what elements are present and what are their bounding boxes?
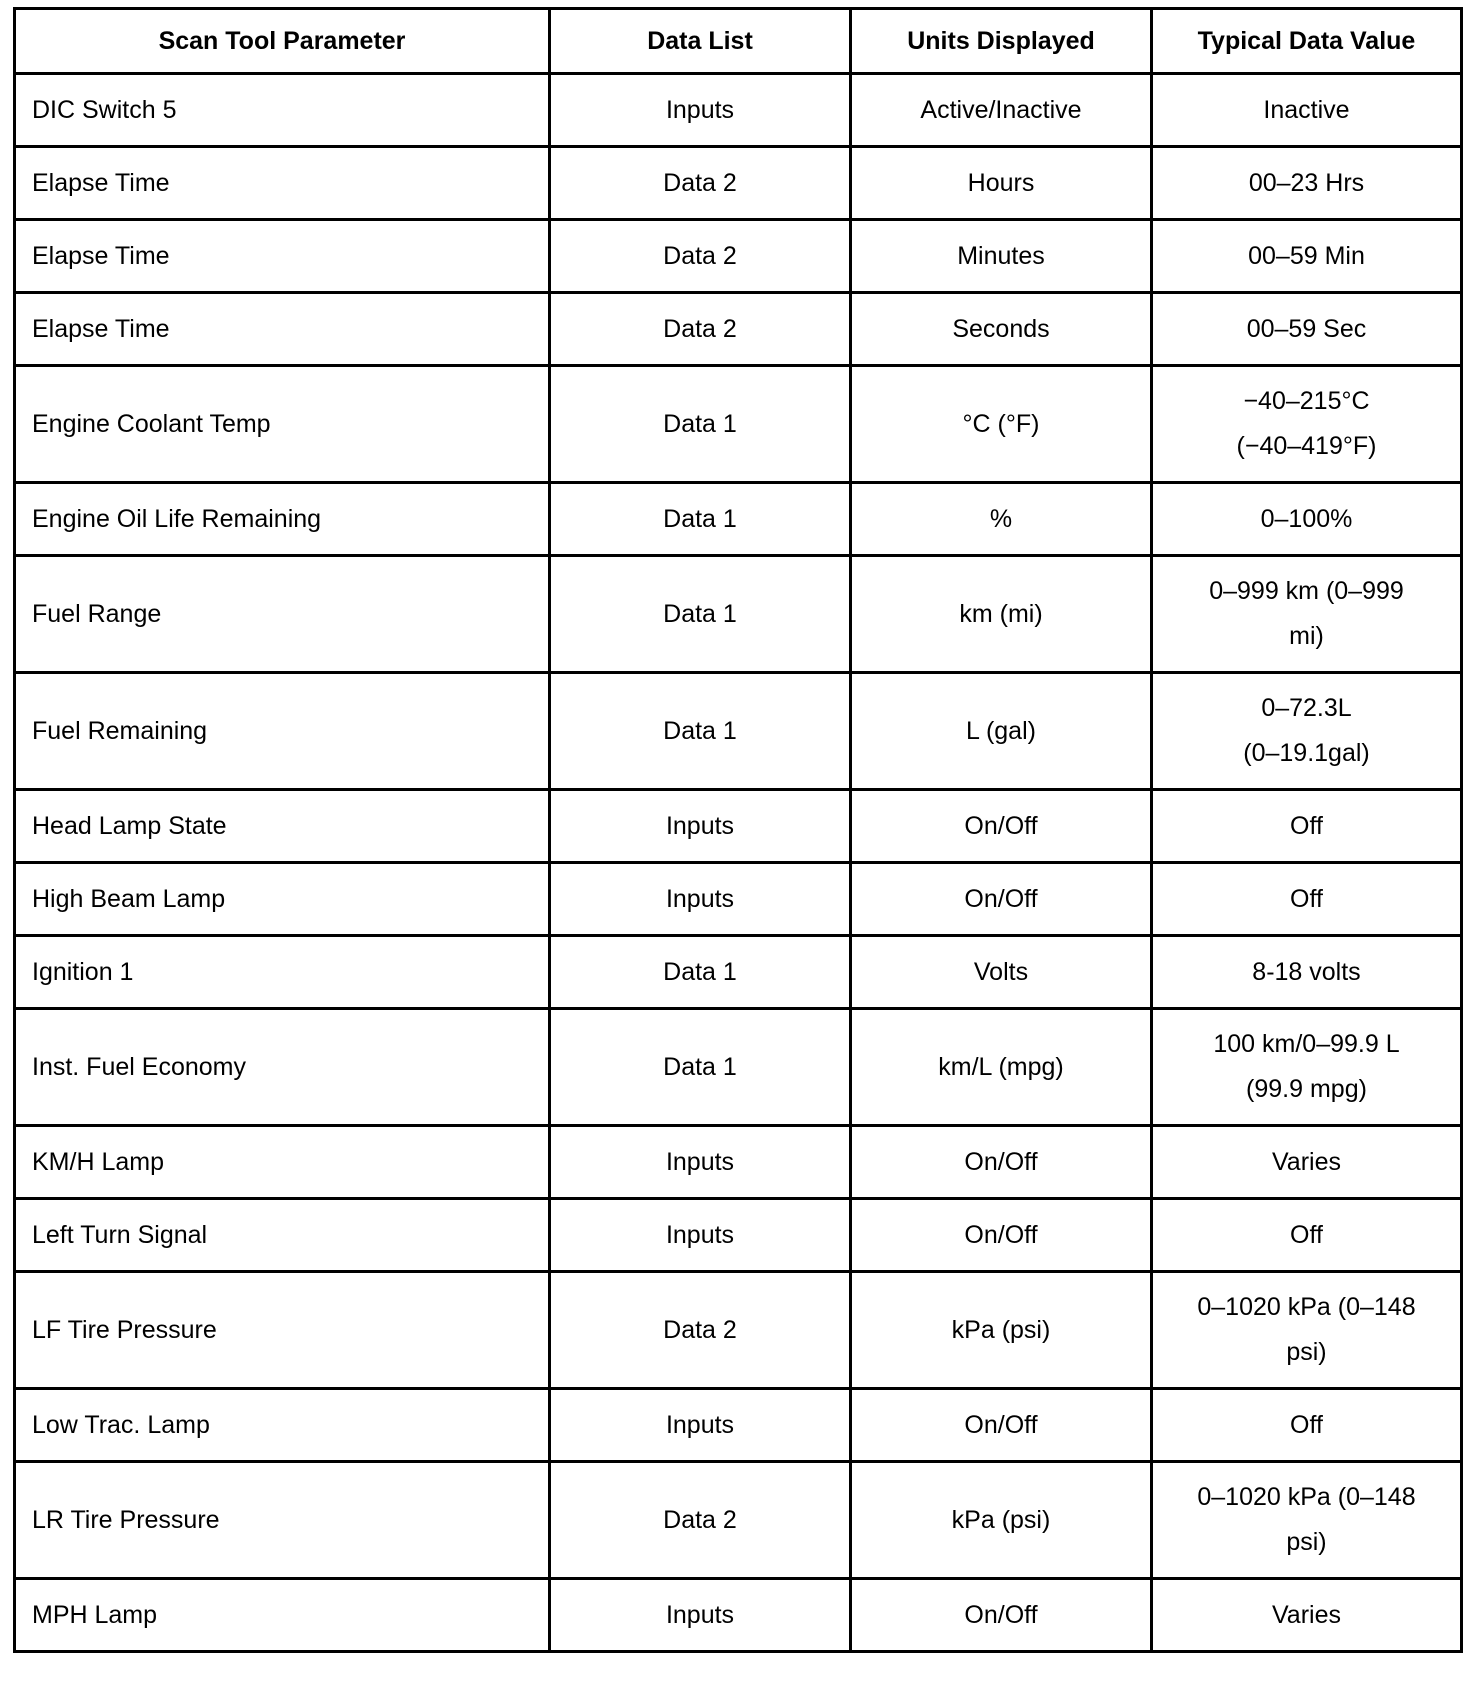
- typical-value-cell: 0–999 km (0–999 mi): [1152, 556, 1462, 673]
- table-row: [15, 293, 1462, 366]
- typical-value-cell: Off: [1152, 1199, 1462, 1272]
- table-row: [15, 790, 1462, 863]
- table-row: [15, 1199, 1462, 1272]
- header-scan-tool-parameter: Scan Tool Parameter: [15, 9, 550, 74]
- parameter-cell: Fuel Range: [15, 556, 550, 673]
- data-list-cell: Inputs: [550, 1389, 851, 1462]
- units-cell: On/Off: [851, 1579, 1152, 1652]
- table-header: [15, 9, 1462, 74]
- data-list-cell: Data 1: [550, 556, 851, 673]
- parameter-cell: Low Trac. Lamp: [15, 1389, 550, 1462]
- parameter-cell: LR Tire Pressure: [15, 1462, 550, 1579]
- data-list-cell: Data 1: [550, 366, 851, 483]
- typical-value-cell: 0–72.3L (0–19.1gal): [1152, 673, 1462, 790]
- table-row: [15, 483, 1462, 556]
- data-list-cell: Inputs: [550, 74, 851, 147]
- units-cell: km/L (mpg): [851, 1009, 1152, 1126]
- units-cell: On/Off: [851, 1126, 1152, 1199]
- table-row: [15, 1272, 1462, 1389]
- data-list-cell: Inputs: [550, 863, 851, 936]
- units-cell: kPa (psi): [851, 1462, 1152, 1579]
- data-list-cell: Inputs: [550, 1126, 851, 1199]
- typical-value-cell: 8-18 volts: [1152, 936, 1462, 1009]
- table-row: [15, 1389, 1462, 1462]
- data-list-cell: Data 2: [550, 220, 851, 293]
- parameter-cell: Left Turn Signal: [15, 1199, 550, 1272]
- typical-value-cell: Off: [1152, 790, 1462, 863]
- typical-value-cell: Varies: [1152, 1579, 1462, 1652]
- data-list-cell: Data 1: [550, 936, 851, 1009]
- table-row: [15, 74, 1462, 147]
- parameter-cell: Engine Coolant Temp: [15, 366, 550, 483]
- data-list-cell: Data 1: [550, 673, 851, 790]
- units-cell: Hours: [851, 147, 1152, 220]
- typical-value-cell: 0–100%: [1152, 483, 1462, 556]
- units-cell: Minutes: [851, 220, 1152, 293]
- scan-tool-parameter-table: [13, 7, 1463, 1653]
- parameter-cell: Engine Oil Life Remaining: [15, 483, 550, 556]
- header-data-list: Data List: [550, 9, 851, 74]
- table-row: [15, 863, 1462, 936]
- table-row: [15, 366, 1462, 483]
- units-cell: °C (°F): [851, 366, 1152, 483]
- units-cell: km (mi): [851, 556, 1152, 673]
- units-cell: Volts: [851, 936, 1152, 1009]
- data-list-cell: Data 2: [550, 147, 851, 220]
- data-list-cell: Data 2: [550, 1272, 851, 1389]
- typical-value-cell: Off: [1152, 863, 1462, 936]
- table-row: [15, 1462, 1462, 1579]
- typical-value-cell: 00–59 Sec: [1152, 293, 1462, 366]
- table-row: [15, 556, 1462, 673]
- parameter-cell: MPH Lamp: [15, 1579, 550, 1652]
- header-units-displayed: Units Displayed: [851, 9, 1152, 74]
- data-list-cell: Data 2: [550, 293, 851, 366]
- data-list-cell: Data 1: [550, 1009, 851, 1126]
- typical-value-cell: Inactive: [1152, 74, 1462, 147]
- units-cell: Active/Inactive: [851, 74, 1152, 147]
- table-row: [15, 1009, 1462, 1126]
- parameter-cell: DIC Switch 5: [15, 74, 550, 147]
- parameter-cell: Elapse Time: [15, 220, 550, 293]
- parameter-cell: Elapse Time: [15, 293, 550, 366]
- parameter-cell: Elapse Time: [15, 147, 550, 220]
- data-list-cell: Inputs: [550, 790, 851, 863]
- units-cell: %: [851, 483, 1152, 556]
- table-row: [15, 936, 1462, 1009]
- table-row: [15, 147, 1462, 220]
- typical-value-cell: 00–59 Min: [1152, 220, 1462, 293]
- typical-value-cell: Varies: [1152, 1126, 1462, 1199]
- data-list-cell: Inputs: [550, 1199, 851, 1272]
- units-cell: kPa (psi): [851, 1272, 1152, 1389]
- table-row: [15, 673, 1462, 790]
- units-cell: On/Off: [851, 790, 1152, 863]
- header-typical-data-value: Typical Data Value: [1152, 9, 1462, 74]
- parameter-cell: LF Tire Pressure: [15, 1272, 550, 1389]
- table-row: [15, 1126, 1462, 1199]
- table-body: [15, 74, 1462, 1652]
- units-cell: On/Off: [851, 863, 1152, 936]
- typical-value-cell: Off: [1152, 1389, 1462, 1462]
- typical-value-cell: 100 km/0–99.9 L (99.9 mpg): [1152, 1009, 1462, 1126]
- table-row: [15, 220, 1462, 293]
- parameter-cell: Head Lamp State: [15, 790, 550, 863]
- parameter-cell: High Beam Lamp: [15, 863, 550, 936]
- units-cell: Seconds: [851, 293, 1152, 366]
- typical-value-cell: 0–1020 kPa (0–148 psi): [1152, 1462, 1462, 1579]
- data-list-cell: Inputs: [550, 1579, 851, 1652]
- parameter-cell: Ignition 1: [15, 936, 550, 1009]
- table-row: [15, 1579, 1462, 1652]
- parameter-cell: Fuel Remaining: [15, 673, 550, 790]
- typical-value-cell: 0–1020 kPa (0–148 psi): [1152, 1272, 1462, 1389]
- typical-value-cell: 00–23 Hrs: [1152, 147, 1462, 220]
- parameter-cell: KM/H Lamp: [15, 1126, 550, 1199]
- data-list-cell: Data 2: [550, 1462, 851, 1579]
- header-row: [15, 9, 1462, 74]
- units-cell: L (gal): [851, 673, 1152, 790]
- parameter-cell: Inst. Fuel Economy: [15, 1009, 550, 1126]
- data-list-cell: Data 1: [550, 483, 851, 556]
- typical-value-cell: −40–215°C (−40–419°F): [1152, 366, 1462, 483]
- units-cell: On/Off: [851, 1199, 1152, 1272]
- units-cell: On/Off: [851, 1389, 1152, 1462]
